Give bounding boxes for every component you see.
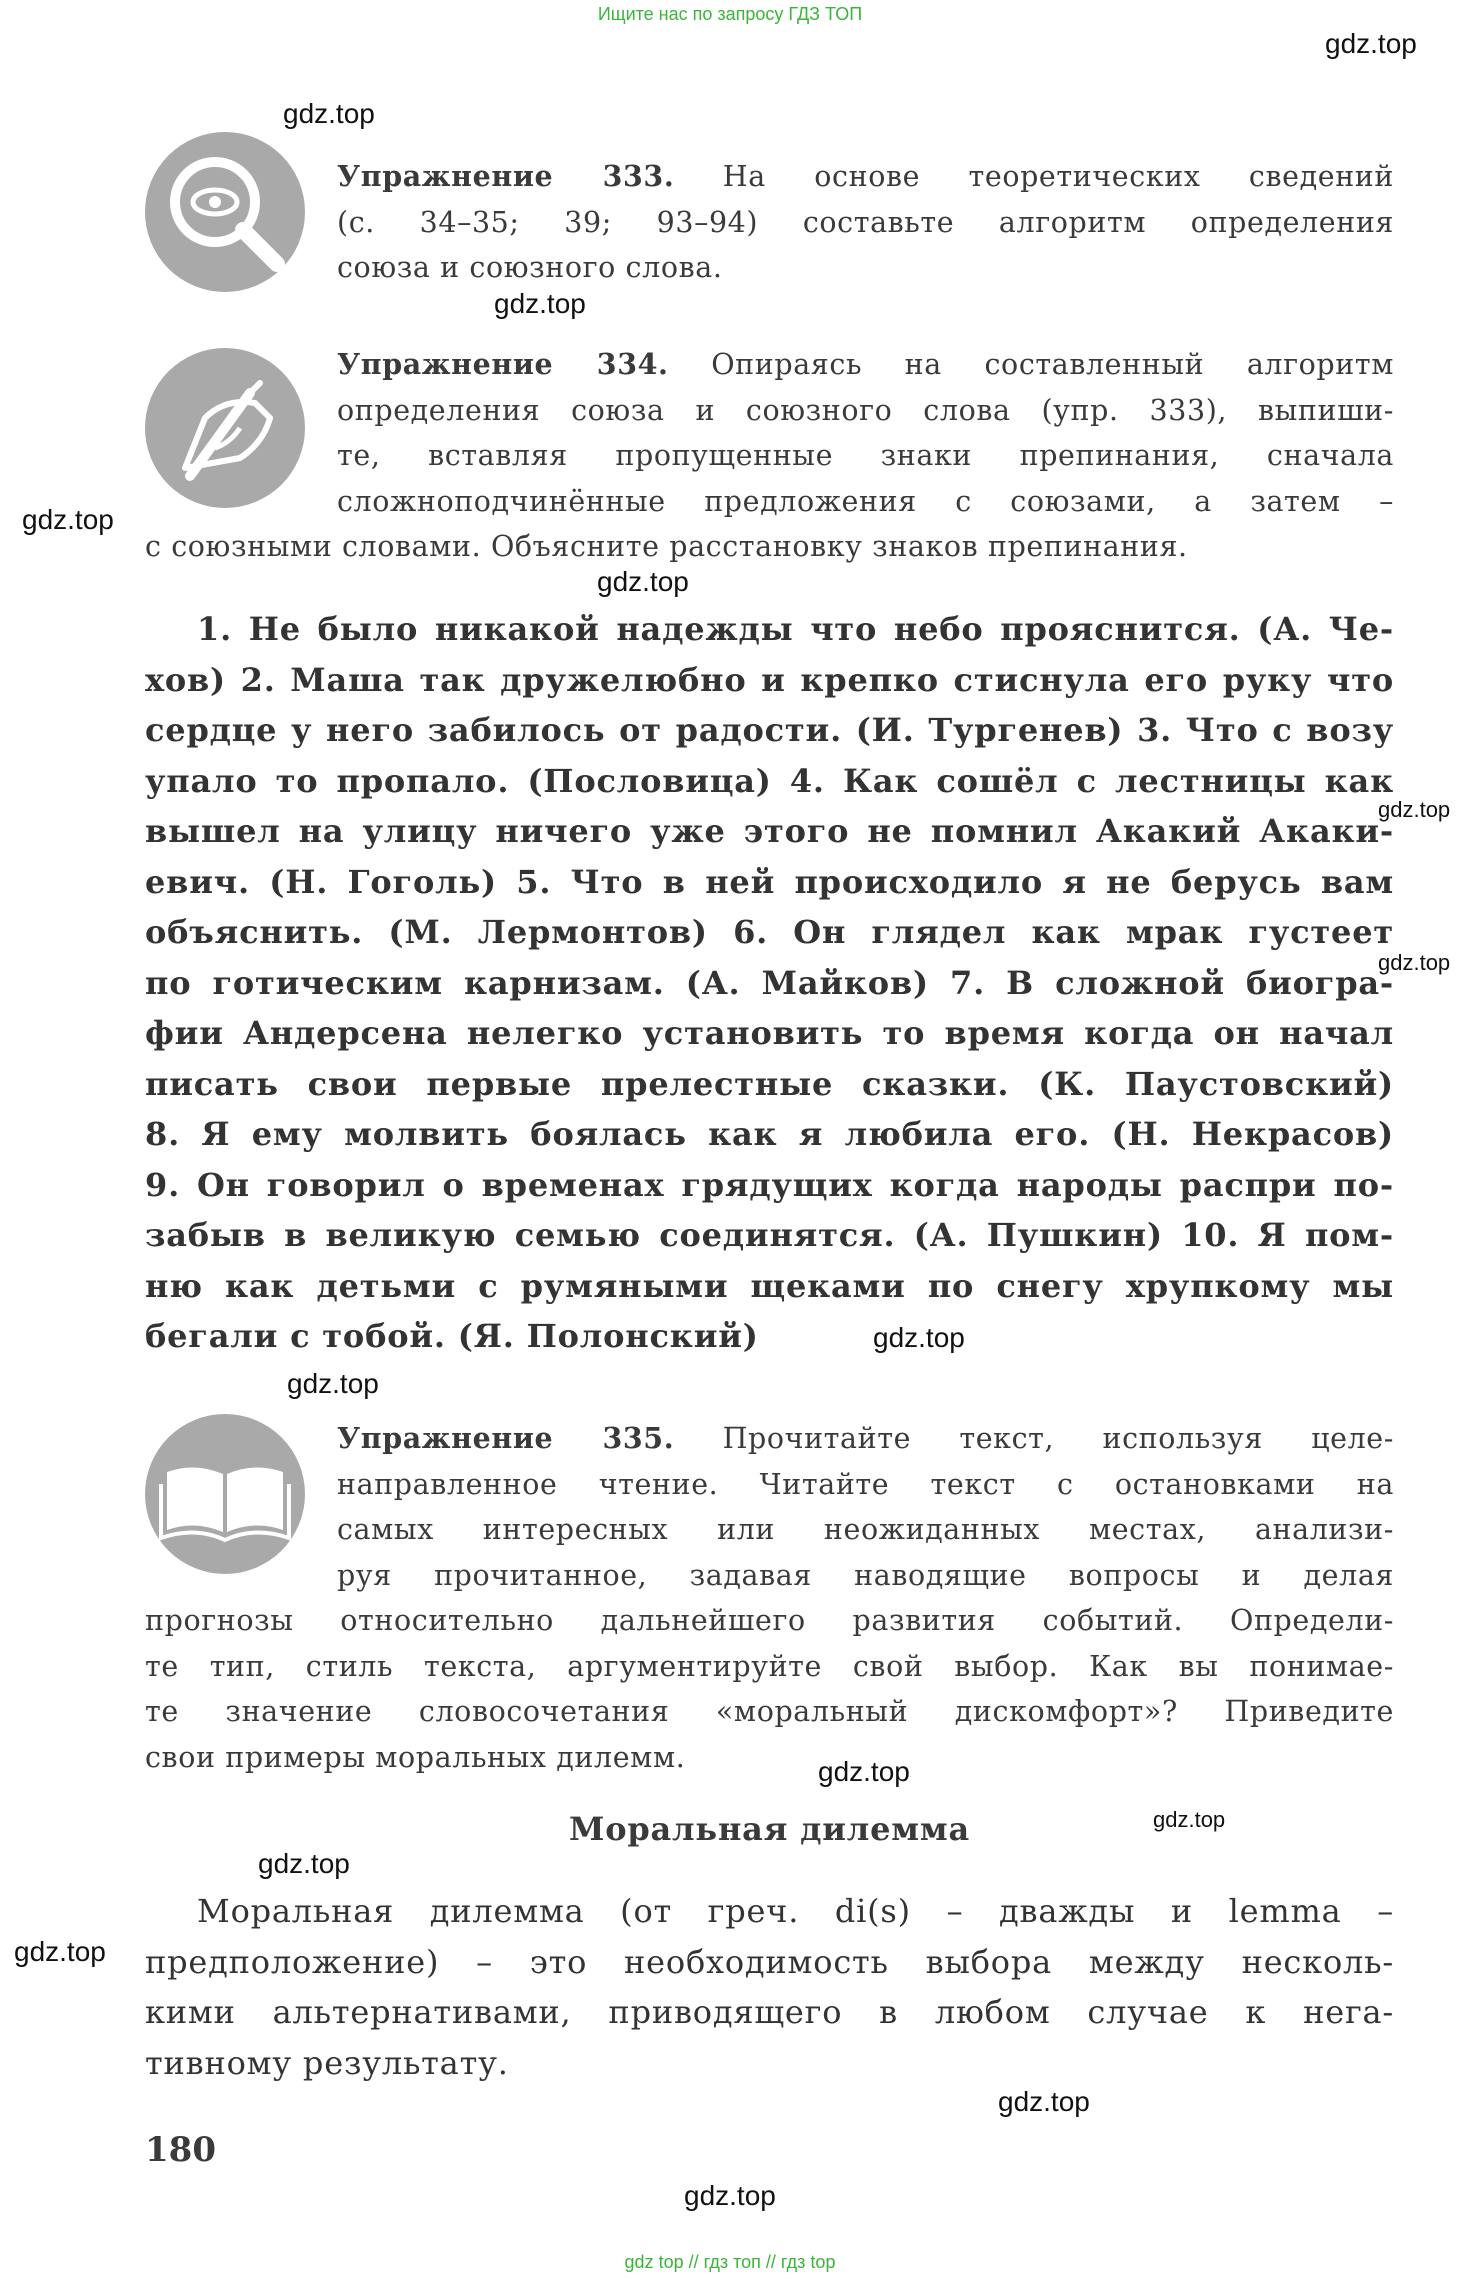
watermark: gdz.top [998,2086,1090,2117]
text-line: хов) 2. Маша так дружелюбно и крепко стиснула его руку что [145,660,1394,699]
exercise-line: самых интересных или неожиданных местах, анализи- [337,1513,1394,1546]
page-number: 180 [145,2130,216,2170]
watermark: gdz.top [1325,28,1417,59]
exercise-line: направленное чтение. Читайте текст с остановками на [337,1467,1394,1501]
text-line: кими альтернативами, приводящего в любом случае к нега- [145,1993,1394,2031]
exercise-line: те, вставляя пропущенные знаки препинания, сначала [337,439,1394,472]
exercise-line: (с. 34–35; 39; 93–94) составьте алгоритм определения [337,205,1394,239]
bottom-banner[interactable]: gdz top // гдз топ // гдз top [624,2252,836,2272]
watermark: gdz.top [22,504,114,535]
exercise-334-tail [145,524,1394,570]
exercise-335-head [337,1416,1394,1598]
exercise-line: союза и союзного слова. [337,251,723,284]
reading-heading: Моральная дилемма [568,1810,970,1848]
text-line: вышел на улицу ничего уже этого не помнил Акакий Акаки- [145,812,1394,850]
text-line: упало то пропало. (Пословица) 4. Как сошёл с лестницы как [145,761,1394,800]
exercise-line: свои примеры моральных дилемм. [145,1740,686,1774]
open-book-icon [145,1414,305,1574]
text-line: сердце у него забилось от радости. (И. Тургенев) 3. Что с возу [145,711,1394,749]
text-line: Моральная дилемма (от греч. di(s) – дважды и lemma – [197,1892,1394,1930]
watermark: gdz.top [283,98,375,129]
exercise-line: с союзными словами. Объясните расстановку знаков препинания. [145,530,1188,563]
text-line: забыв в великую семью соединятся. (А. Пушкин) 10. Я пом- [145,1216,1394,1254]
text-line: евич. (Н. Гоголь) 5. Что в ней происходило я не берусь вам [145,862,1394,901]
text-line: объяснить. (М. Лермонтов) 6. Он глядел как мрак густеет [145,913,1394,951]
text-line: по готическим карнизам. (А. Майков) 7. В сложной биогра- [145,963,1394,1002]
watermark: gdz.top [287,1368,379,1399]
watermark: gdz.top [494,288,586,319]
text-line: 8. Я ему молвить боялась как я любила его. (Н. Некрасов) [145,1115,1394,1153]
text-line: бегали с тобой. (Я. Полонский) [145,1317,759,1355]
watermark: gdz.top [1153,1807,1226,1832]
top-banner[interactable]: Ищите нас по запросу ГДЗ ТОП [597,4,863,24]
text-line: ню как детьми с румяными щеками по снегу хрупкому мы [145,1266,1394,1305]
exercise-line: прогнозы относительно дальнейшего развития событий. Определи- [145,1604,1394,1637]
exercise-line: те тип, стиль текста, аргументируйте свой выбор. Как вы понимае- [145,1649,1394,1683]
exercise-title: Упражнение 335. [337,1421,675,1455]
exercise-line: руя прочитанное, задавая наводящие вопросы и делая [337,1558,1394,1592]
text-line: писать свои первые прелестные сказки. (К. Паустовский) [145,1064,1394,1103]
exercise-title: Упражнение 334. [337,347,669,381]
watermark: gdz.top [258,1848,350,1879]
watermark: gdz.top [1378,797,1451,822]
watermark: gdz.top [684,2180,776,2211]
exercise-line: определения союза и союзного слова (упр. 333), выпиши- [337,393,1394,427]
exercise-line: Упражнение 334. Опираясь на составленный алгоритм [337,347,1395,381]
exercise-334-sentences [145,604,1394,1362]
text-line: тивному результату. [145,2043,509,2082]
text-line: 9. Он говорил о временах грядущих когда народы распри по- [145,1165,1394,1204]
watermark: gdz.top [597,566,689,597]
exercise-334-head [337,342,1394,524]
reading-text [145,1886,1394,2088]
text-line: 1. Не было никакой надежды что небо прояснится. (А. Че- [197,610,1394,648]
text-line: фии Андерсена нелегко установить то время когда он начал [145,1014,1394,1052]
text-line: предположение) – это необходимость выбора между несколь- [145,1942,1394,1981]
exercise-title: Упражнение 333. [337,159,675,193]
exercise-line: те значение словосочетания «моральный дискомфорт»? Приведите [145,1695,1394,1728]
watermark: gdz.top [1378,950,1451,975]
exercise-333 [337,154,1394,291]
exercise-line: Упражнение 333. На основе теоретических сведений [337,159,1394,193]
exercise-line: сложноподчинённые предложения с союзами, а затем – [337,484,1394,518]
pencil-hand-icon [145,348,305,508]
magnifier-eye-icon [145,132,305,292]
watermark: gdz.top [873,1322,965,1353]
watermark: gdz.top [14,1936,106,1967]
watermark: gdz.top [818,1756,910,1787]
exercise-335-tail [145,1598,1394,1780]
exercise-line: Упражнение 335. Прочитайте текст, используя целе- [337,1421,1394,1455]
